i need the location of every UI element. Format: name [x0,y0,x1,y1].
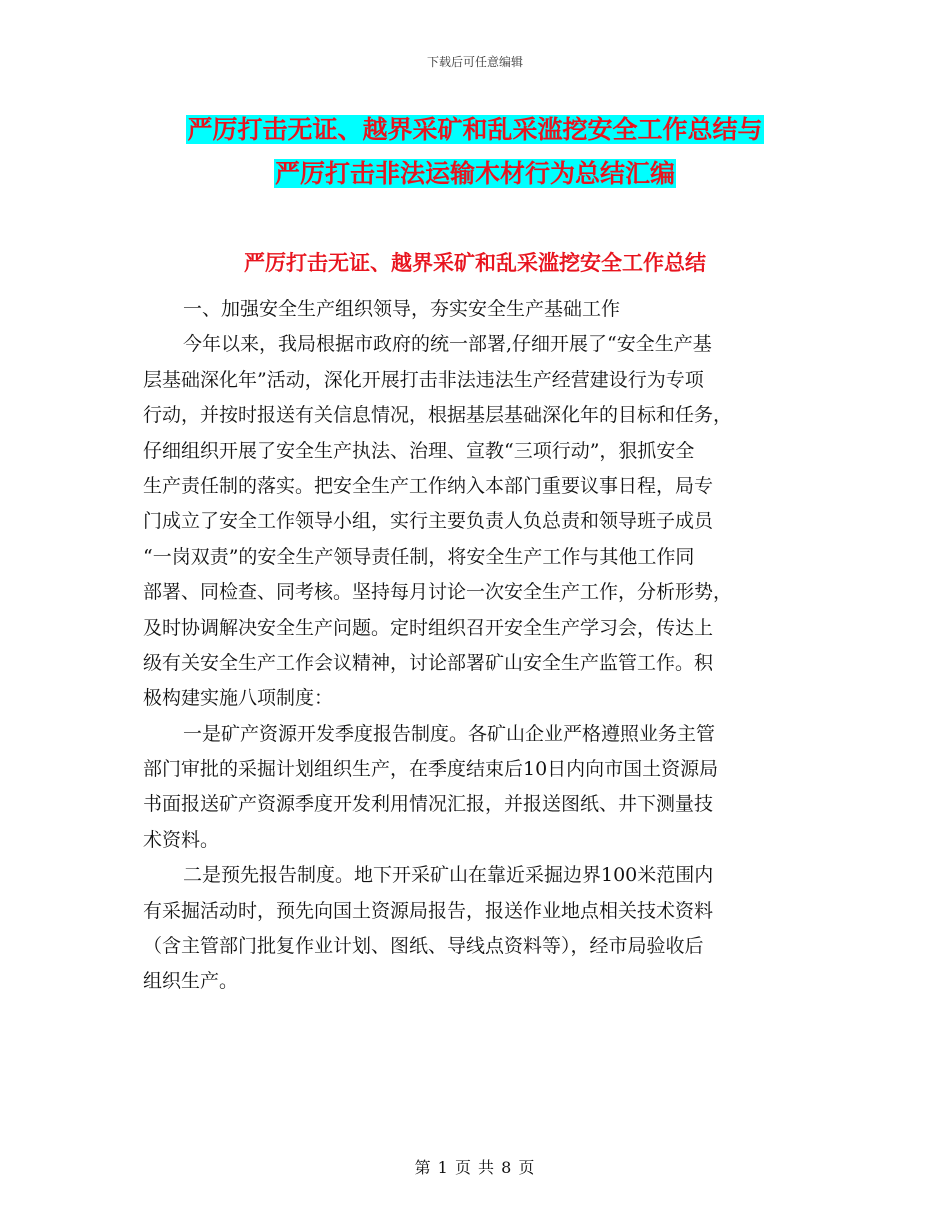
text-line: 组织生产。 [143,970,239,993]
body-text [143,292,803,1000]
text-line: 层基础深化年”活动，深化开展打击非法违法生产经营建设行为专项 [143,368,704,391]
text-line: 极构建实施八项制度： [143,687,334,710]
text-line: （含主管部门批复作业计划、图纸、导线点资料等），经市局验收后 [143,935,704,958]
text-line: 今年以来，我局根据市政府的统一部署,仔细开展了“安全生产基 [183,333,712,356]
text-line: 二是预先报告制度。地下开采矿山在靠近采掘边界100米范围内 [183,864,714,887]
header-note: 下载后可任意编辑 [426,55,523,69]
main-title-line-2: 严厉打击非法运输木材行为总结汇编 [274,159,675,188]
text-line: 书面报送矿产资源季度开发利用情况汇报，并报送图纸、井下测量技 [143,793,714,816]
text-line: “一岗双责”的安全生产领导责任制，将安全生产工作与其他工作同 [143,545,695,568]
text-line: 生产责任制的落实。把安全生产工作纳入本部门重要议事日程，局专 [143,474,714,497]
text-line: 级有关安全生产工作会议精神，讨论部署矿山安全生产监管工作。积 [143,651,714,674]
text-line: 部署、同检查、同考核。坚持每月讨论一次安全生产工作，分析形势， [143,581,733,604]
page-number: 第 1 页 共 8 页 [414,1158,536,1177]
text-line: 术资料。 [143,828,220,851]
text-line: 行动，并按时报送有关信息情况，根据基层基础深化年的目标和任务， [143,404,733,427]
section-title: 严厉打击无证、越界采矿和乱采滥挖安全工作总结 [244,250,706,275]
text-line: 仔细组织开展了安全生产执法、治理、宣教“三项行动”，狠抓安全 [143,439,695,462]
heading-1: 一、加强安全生产组织领导，夯实安全生产基础工作 [183,298,621,320]
text-line: 一是矿产资源开发季度报告制度。各矿山企业严格遵照业务主管 [183,722,716,745]
text-line: 门成立了安全工作领导小组，实行主要负责人负总责和领导班子成员 [143,510,714,533]
main-title-line-1: 严厉打击无证、越界采矿和乱采滥挖安全工作总结与 [187,115,763,144]
text-line: 及时协调解决安全生产问题。定时组织召开安全生产学习会，传达上 [143,616,714,639]
text-line: 部门审批的采掘计划组织生产，在季度结束后10日内向市国土资源局 [143,758,719,781]
text-line: 有采掘活动时，预先向国土资源局报告，报送作业地点相关技术资料 [143,899,714,922]
